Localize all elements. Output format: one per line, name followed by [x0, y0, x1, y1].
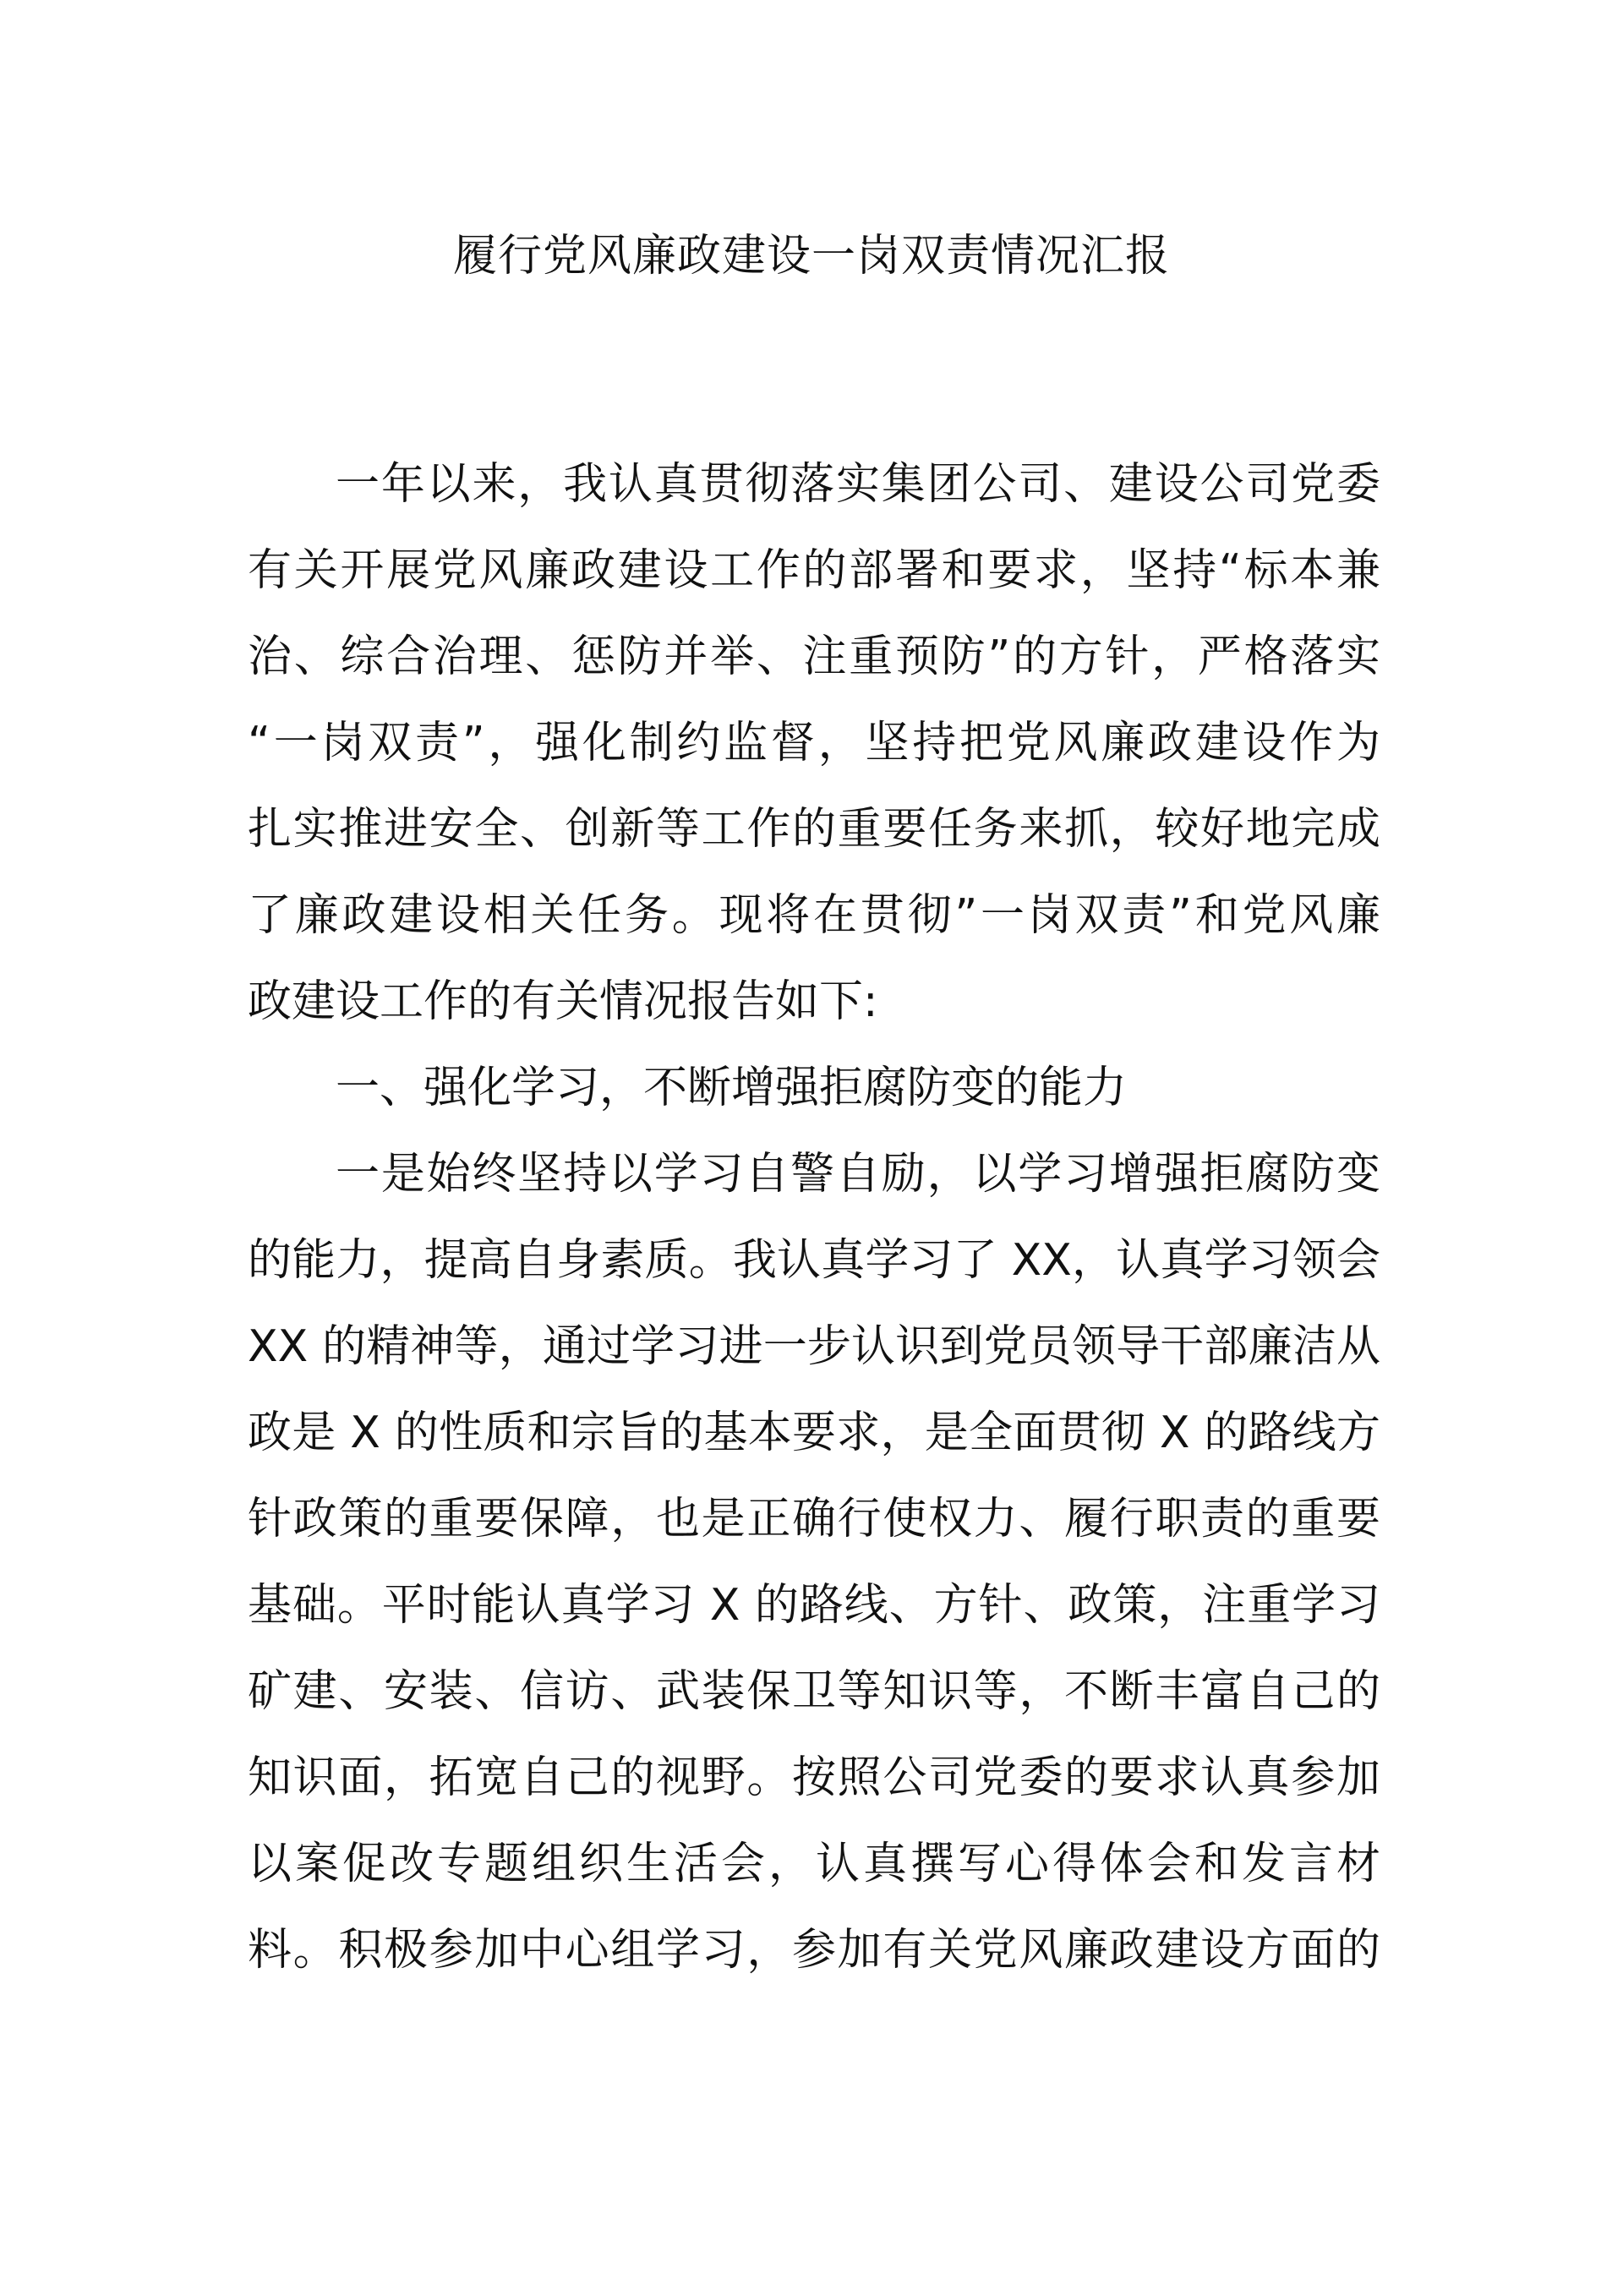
paragraph-1-line-7: 政建设工作的有关情况报告如下:	[248, 976, 878, 1027]
paragraph-1-line-3: 治、综合治理、惩防并举、注重预防”的方针，严格落实	[248, 631, 1380, 682]
paragraph-2-line-5: 针政策的重要保障，也是正确行使权力、履行职责的重要	[248, 1494, 1380, 1544]
paragraph-2-line-8: 知识面，拓宽自己的视野。按照公司党委的要求认真参加	[248, 1752, 1380, 1803]
paragraph-1-line-4: “一岗双责”，强化制约监督，坚持把党风廉政建设作为	[248, 718, 1380, 768]
document-title: 履行党风廉政建设一岗双责情况汇报	[452, 231, 1170, 282]
paragraph-1-line-6: 了廉政建设相关任务。现将在贯彻”一岗双责”和党风廉	[248, 890, 1380, 941]
paragraph-2-line-9: 以案促改专题组织生活会，认真撰写心得体会和发言材	[248, 1839, 1380, 1889]
paragraph-1-line-1: 一年以来，我认真贯彻落实集团公司、建设公司党委	[336, 459, 1380, 510]
paragraph-2-line-6: 基础。平时能认真学习 X 的路线、方针、政策，注重学习	[248, 1580, 1380, 1631]
paragraph-2-line-10: 料。积极参加中心组学习，参加有关党风廉政建设方面的	[248, 1925, 1380, 1976]
paragraph-2-line-7: 矿建、安装、信访、武装保卫等知识等，不断丰富自己的	[248, 1666, 1380, 1717]
section-heading-1: 一、强化学习，不断增强拒腐防变的能力	[336, 1063, 1128, 1113]
paragraph-2-line-4: 政是 X 的性质和宗旨的基本要求，是全面贯彻 X 的路线方	[248, 1408, 1380, 1458]
paragraph-2-line-1: 一是始终坚持以学习自警自励，以学习增强拒腐防变	[336, 1149, 1380, 1200]
paragraph-2-line-3: XX 的精神等，通过学习进一步认识到党员领导干部廉洁从	[248, 1321, 1380, 1372]
paragraph-1-line-2: 有关开展党风廉政建设工作的部署和要求，坚持“标本兼	[248, 545, 1380, 596]
paragraph-1-line-5: 扎实推进安全、创新等工作的重要任务来抓，较好地完成	[248, 804, 1380, 855]
paragraph-2-line-2: 的能力，提高自身素质。我认真学习了 XX，认真学习领会	[248, 1235, 1380, 1286]
